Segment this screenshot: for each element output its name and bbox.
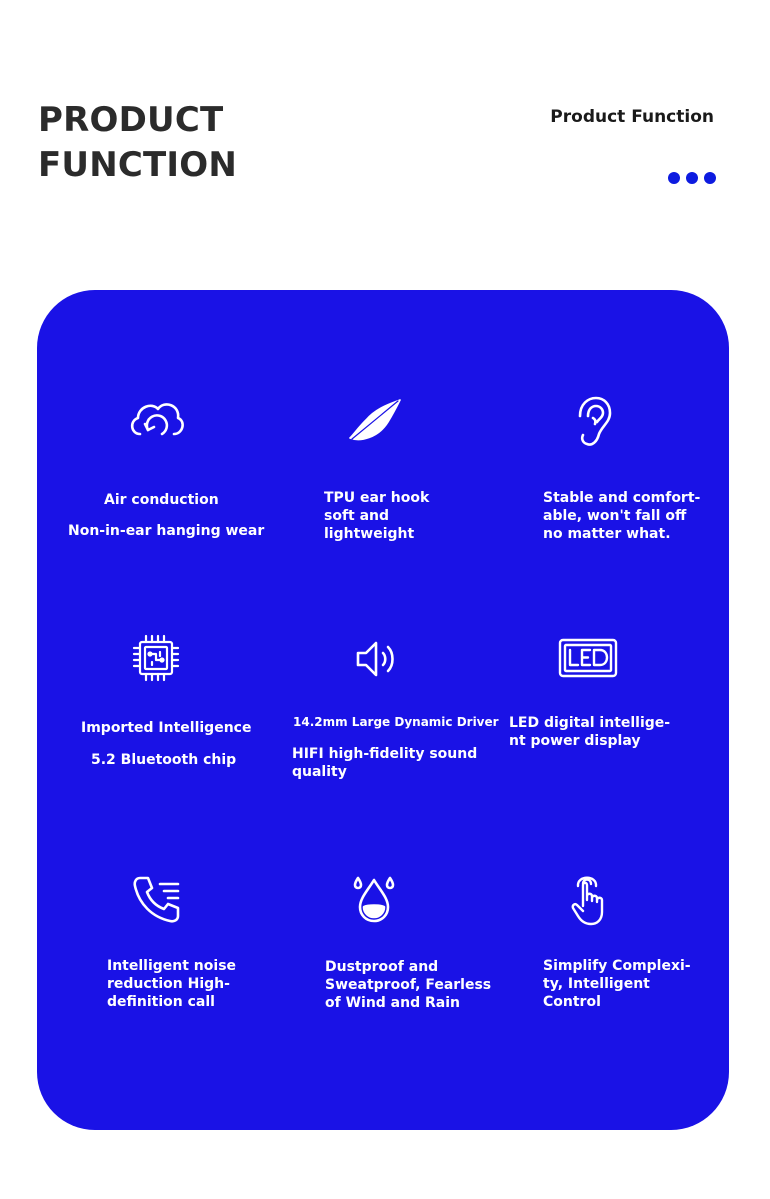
section-label: Product Function <box>550 107 714 127</box>
page-title-line-1: PRODUCT <box>38 100 224 140</box>
page-title <box>38 98 237 188</box>
led-icon <box>558 628 618 688</box>
feature-title: Simplify Complexi- ty, Intelligent Control <box>543 958 691 1010</box>
dot <box>686 172 698 184</box>
feature-title: LED digital intellige- nt power display <box>509 715 671 749</box>
phone-call-icon <box>126 870 186 930</box>
page-title-line-2: FUNCTION <box>38 145 238 185</box>
touch-hand-icon <box>563 870 623 930</box>
cloud-refresh-icon <box>126 390 186 450</box>
dot <box>704 172 716 184</box>
feature-desc: Non-in-ear hanging wear <box>68 523 265 539</box>
feature-title: TPU ear hook soft and lightweight <box>324 490 430 542</box>
ear-icon <box>562 392 622 452</box>
feature-title: Dustproof and Sweatproof, Fearless of Wind and Rain <box>325 959 492 1011</box>
dot <box>668 172 680 184</box>
water-drop-icon <box>344 870 404 930</box>
feature-icon <box>344 392 404 452</box>
feature-title: Intelligent noise reduction High- definition call <box>107 958 237 1010</box>
feature-desc: 5.2 Bluetooth chip <box>91 752 237 768</box>
dots-indicator <box>668 172 716 184</box>
feature-title: Stable and comfort- able, won't fall off no matter what. <box>543 490 701 542</box>
feature-panel <box>37 290 729 1130</box>
feature-title: Air conduction <box>104 492 219 508</box>
chip-icon <box>126 628 186 688</box>
feature-title: 14.2mm Large Dynamic Driver <box>293 715 499 729</box>
feature-title: Imported Intelligence <box>81 720 252 736</box>
feature-desc: HIFI high-fidelity sound quality <box>292 746 478 780</box>
speaker-icon <box>346 629 406 689</box>
